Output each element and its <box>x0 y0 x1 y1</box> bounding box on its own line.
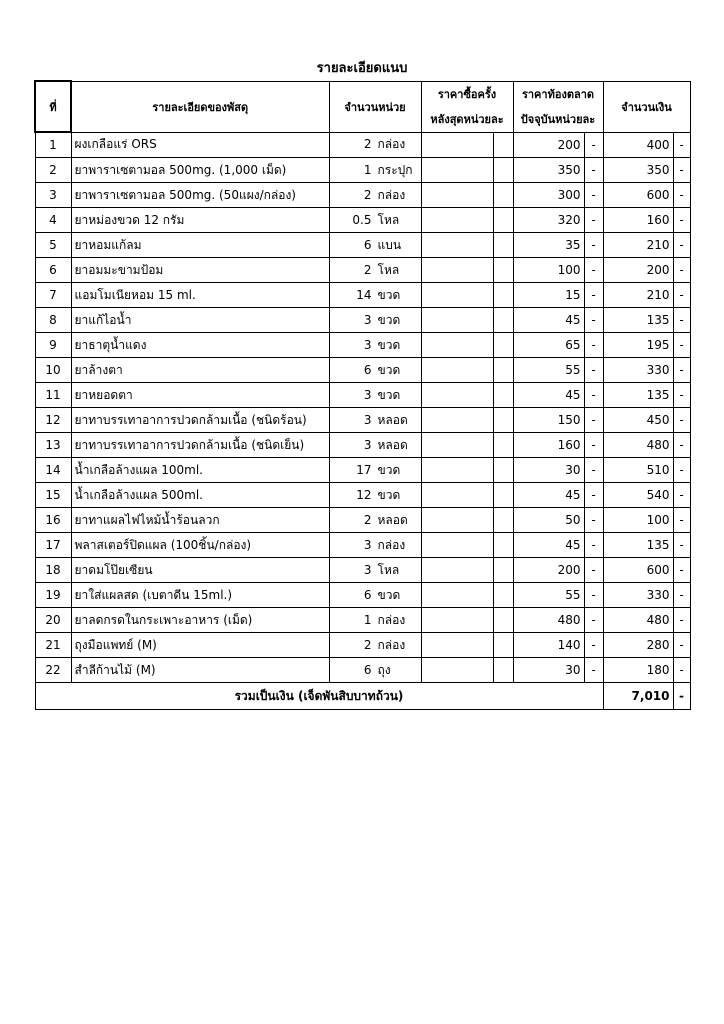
last-price-cell <box>421 258 493 283</box>
row-number: 17 <box>35 533 71 558</box>
item-description: ยาทาบรรเทาอาการปวดกล้ามเนื้อ (ชนิดร้อน) <box>71 408 329 433</box>
row-number: 3 <box>35 183 71 208</box>
item-amount-satang: - <box>673 158 690 183</box>
last-price-cell <box>421 483 493 508</box>
item-quantity: 17 <box>356 462 372 477</box>
item-unit: หลอด <box>377 412 408 427</box>
item-unit: หลอด <box>377 512 408 527</box>
row-number: 18 <box>35 558 71 583</box>
table-row <box>35 558 690 583</box>
item-description: ยาทาบรรเทาอาการปวดกล้ามเนื้อ (ชนิดเย็น) <box>71 433 329 458</box>
table-row <box>35 383 690 408</box>
item-amount-satang: - <box>673 408 690 433</box>
row-number: 1 <box>35 132 71 158</box>
last-price-satang-cell <box>493 508 513 533</box>
item-amount-satang: - <box>673 183 690 208</box>
last-price-satang-cell <box>493 458 513 483</box>
table-row <box>35 333 690 358</box>
item-unit: ขวด <box>377 287 401 302</box>
market-price-satang: - <box>584 183 603 208</box>
market-price: 300 <box>513 183 584 208</box>
row-number: 19 <box>35 583 71 608</box>
item-unit: ขวด <box>377 462 401 477</box>
item-quantity: 2 <box>363 137 372 152</box>
item-amount: 330 <box>603 583 673 608</box>
last-price-cell <box>421 233 493 258</box>
item-quantity-unit <box>329 583 421 608</box>
market-price: 480 <box>513 608 584 633</box>
item-amount-satang: - <box>673 583 690 608</box>
item-amount: 480 <box>603 608 673 633</box>
item-amount: 160 <box>603 208 673 233</box>
item-amount: 210 <box>603 233 673 258</box>
item-quantity-unit <box>329 358 421 383</box>
item-description: ยาใส่แผลสด (เบตาดีน 15ml.) <box>71 583 329 608</box>
market-price-satang: - <box>584 208 603 233</box>
item-description: ยาพาราเซตามอล 500mg. (1,000 เม็ด) <box>71 158 329 183</box>
last-price-satang-cell <box>493 132 513 158</box>
table-row <box>35 233 690 258</box>
item-amount-satang: - <box>673 333 690 358</box>
last-price-satang-cell <box>493 433 513 458</box>
item-description: น้ำเกลือล้างแผล 100ml. <box>71 458 329 483</box>
item-quantity: 2 <box>363 262 372 277</box>
item-amount: 350 <box>603 158 673 183</box>
item-quantity-unit <box>329 132 421 158</box>
table-row <box>35 533 690 558</box>
last-price-satang-cell <box>493 608 513 633</box>
item-amount: 135 <box>603 383 673 408</box>
market-price-satang: - <box>584 433 603 458</box>
row-number: 10 <box>35 358 71 383</box>
item-description: ยาอมมะขามป้อม <box>71 258 329 283</box>
market-price: 45 <box>513 533 584 558</box>
market-price: 65 <box>513 333 584 358</box>
market-price: 160 <box>513 433 584 458</box>
item-amount-satang: - <box>673 258 690 283</box>
row-number: 9 <box>35 333 71 358</box>
item-quantity-unit <box>329 433 421 458</box>
item-quantity-unit <box>329 508 421 533</box>
market-price-satang: - <box>584 408 603 433</box>
item-description: ยาหม่องขวด 12 กรัม <box>71 208 329 233</box>
header-amount: จำนวนเงิน <box>603 81 690 132</box>
header-no: ที่ <box>35 81 71 132</box>
item-unit: หลอด <box>377 437 408 452</box>
item-amount-satang: - <box>673 383 690 408</box>
last-price-satang-cell <box>493 208 513 233</box>
item-description: ยาธาตุน้ำแดง <box>71 333 329 358</box>
total-amount-satang: - <box>673 683 690 710</box>
item-quantity-unit <box>329 458 421 483</box>
item-amount-satang: - <box>673 308 690 333</box>
item-quantity: 2 <box>363 512 372 527</box>
item-unit: กล่อง <box>377 537 406 552</box>
last-price-cell <box>421 433 493 458</box>
item-unit: ขวด <box>377 312 401 327</box>
market-price-satang: - <box>584 308 603 333</box>
item-description: ยาหอมแก้ลม <box>71 233 329 258</box>
item-quantity: 2 <box>363 637 372 652</box>
last-price-cell <box>421 658 493 683</box>
item-unit: กล่อง <box>377 187 406 202</box>
item-quantity: 12 <box>356 487 372 502</box>
item-quantity-unit <box>329 158 421 183</box>
item-quantity: 1 <box>363 612 372 627</box>
market-price-satang: - <box>584 383 603 408</box>
last-price-cell <box>421 358 493 383</box>
item-quantity-unit <box>329 608 421 633</box>
item-quantity: 3 <box>363 437 372 452</box>
item-amount-satang: - <box>673 658 690 683</box>
market-price-satang: - <box>584 158 603 183</box>
last-price-satang-cell <box>493 583 513 608</box>
table-row <box>35 283 690 308</box>
item-amount: 180 <box>603 658 673 683</box>
last-price-cell <box>421 533 493 558</box>
table-row <box>35 258 690 283</box>
last-price-cell <box>421 583 493 608</box>
row-number: 5 <box>35 233 71 258</box>
item-quantity-unit <box>329 333 421 358</box>
item-description: ยาลดกรดในกระเพาะอาหาร (เม็ด) <box>71 608 329 633</box>
row-number: 8 <box>35 308 71 333</box>
item-quantity-unit <box>329 383 421 408</box>
header-market-price-line2: ปัจจุบันหน่วยละ <box>513 107 603 133</box>
item-unit: กล่อง <box>377 612 406 627</box>
item-amount: 280 <box>603 633 673 658</box>
item-quantity-unit <box>329 408 421 433</box>
item-unit: ขวด <box>377 387 401 402</box>
item-quantity: 3 <box>363 412 372 427</box>
last-price-cell <box>421 308 493 333</box>
item-amount: 210 <box>603 283 673 308</box>
market-price-satang: - <box>584 358 603 383</box>
row-number: 21 <box>35 633 71 658</box>
item-amount: 480 <box>603 433 673 458</box>
market-price: 100 <box>513 258 584 283</box>
table-row <box>35 508 690 533</box>
item-description: ยาหยอดตา <box>71 383 329 408</box>
table-row <box>35 483 690 508</box>
item-quantity: 3 <box>363 337 372 352</box>
item-unit: โหล <box>377 212 400 227</box>
item-amount-satang: - <box>673 283 690 308</box>
item-quantity-unit <box>329 258 421 283</box>
item-description: ยาแก้ไอน้ำ <box>71 308 329 333</box>
item-amount-satang: - <box>673 558 690 583</box>
total-row <box>35 683 690 710</box>
item-amount-satang: - <box>673 358 690 383</box>
item-description: สำลีก้านไม้ (M) <box>71 658 329 683</box>
item-quantity: 3 <box>363 537 372 552</box>
items-table <box>34 80 691 710</box>
item-quantity: 6 <box>363 237 372 252</box>
item-quantity-unit <box>329 208 421 233</box>
item-quantity: 1 <box>363 162 372 177</box>
table-row <box>35 583 690 608</box>
item-quantity: 6 <box>363 587 372 602</box>
market-price: 30 <box>513 458 584 483</box>
last-price-cell <box>421 283 493 308</box>
market-price-satang: - <box>584 483 603 508</box>
item-quantity: 2 <box>363 187 372 202</box>
row-number: 2 <box>35 158 71 183</box>
last-price-satang-cell <box>493 308 513 333</box>
row-number: 6 <box>35 258 71 283</box>
item-amount: 450 <box>603 408 673 433</box>
market-price-satang: - <box>584 633 603 658</box>
row-number: 15 <box>35 483 71 508</box>
last-price-cell <box>421 408 493 433</box>
market-price-satang: - <box>584 458 603 483</box>
table-row <box>35 658 690 683</box>
item-quantity-unit <box>329 233 421 258</box>
row-number: 16 <box>35 508 71 533</box>
item-quantity: 6 <box>363 362 372 377</box>
table-row <box>35 358 690 383</box>
item-amount-satang: - <box>673 608 690 633</box>
table-row <box>35 183 690 208</box>
item-amount: 100 <box>603 508 673 533</box>
last-price-cell <box>421 158 493 183</box>
item-amount: 135 <box>603 308 673 333</box>
last-price-satang-cell <box>493 658 513 683</box>
last-price-satang-cell <box>493 233 513 258</box>
last-price-cell <box>421 508 493 533</box>
header-row <box>35 81 690 107</box>
market-price-satang: - <box>584 132 603 158</box>
item-amount-satang: - <box>673 508 690 533</box>
total-label: รวมเป็นเงิน (เจ็ดพันสิบบาทถ้วน) <box>35 683 603 710</box>
item-quantity-unit <box>329 533 421 558</box>
market-price-satang: - <box>584 283 603 308</box>
item-amount-satang: - <box>673 233 690 258</box>
market-price: 45 <box>513 308 584 333</box>
item-amount-satang: - <box>673 483 690 508</box>
item-amount-satang: - <box>673 433 690 458</box>
market-price: 15 <box>513 283 584 308</box>
last-price-cell <box>421 333 493 358</box>
item-unit: กระปุก <box>377 162 413 177</box>
item-amount-satang: - <box>673 458 690 483</box>
last-price-cell <box>421 183 493 208</box>
item-amount: 600 <box>603 183 673 208</box>
item-description: ยาทาแผลไฟไหม้น้ำร้อนลวก <box>71 508 329 533</box>
row-number: 7 <box>35 283 71 308</box>
row-number: 11 <box>35 383 71 408</box>
item-description: ถุงมือแพทย์ (M) <box>71 633 329 658</box>
item-quantity-unit <box>329 658 421 683</box>
item-amount-satang: - <box>673 533 690 558</box>
item-amount: 330 <box>603 358 673 383</box>
item-quantity-unit <box>329 483 421 508</box>
header-quantity-unit: จำนวนหน่วย <box>329 81 421 132</box>
row-number: 20 <box>35 608 71 633</box>
market-price-satang: - <box>584 508 603 533</box>
item-amount: 510 <box>603 458 673 483</box>
table-row <box>35 408 690 433</box>
item-quantity: 6 <box>363 662 372 677</box>
item-description: ยาพาราเซตามอล 500mg. (50แผง/กล่อง) <box>71 183 329 208</box>
item-description: ยาล้างตา <box>71 358 329 383</box>
item-quantity: 3 <box>363 562 372 577</box>
item-amount: 540 <box>603 483 673 508</box>
market-price: 55 <box>513 358 584 383</box>
market-price: 45 <box>513 483 584 508</box>
item-description: น้ำเกลือล้างแผล 500ml. <box>71 483 329 508</box>
item-quantity: 14 <box>356 287 372 302</box>
last-price-satang-cell <box>493 483 513 508</box>
last-price-cell <box>421 458 493 483</box>
item-description: พลาสเตอร์ปิดแผล (100ชิ้น/กล่อง) <box>71 533 329 558</box>
item-amount: 400 <box>603 132 673 158</box>
market-price-satang: - <box>584 333 603 358</box>
item-amount-satang: - <box>673 208 690 233</box>
last-price-cell <box>421 132 493 158</box>
table-row <box>35 633 690 658</box>
last-price-satang-cell <box>493 533 513 558</box>
header-description: รายละเอียดของพัสดุ <box>71 81 329 132</box>
last-price-satang-cell <box>493 283 513 308</box>
item-amount-satang: - <box>673 132 690 158</box>
market-price-satang: - <box>584 533 603 558</box>
table-row <box>35 158 690 183</box>
item-unit: กล่อง <box>377 637 406 652</box>
market-price: 200 <box>513 558 584 583</box>
item-unit: โหล <box>377 262 400 277</box>
market-price: 50 <box>513 508 584 533</box>
item-unit: ขวด <box>377 362 401 377</box>
table-row <box>35 132 690 158</box>
last-price-satang-cell <box>493 183 513 208</box>
row-number: 4 <box>35 208 71 233</box>
table-row <box>35 208 690 233</box>
market-price-satang: - <box>584 558 603 583</box>
market-price-satang: - <box>584 258 603 283</box>
last-price-satang-cell <box>493 633 513 658</box>
item-amount: 200 <box>603 258 673 283</box>
item-quantity-unit <box>329 283 421 308</box>
item-quantity: 0.5 <box>352 212 372 227</box>
item-unit: ขวด <box>377 487 401 502</box>
last-price-cell <box>421 608 493 633</box>
row-number: 22 <box>35 658 71 683</box>
table-row <box>35 608 690 633</box>
last-price-satang-cell <box>493 358 513 383</box>
item-quantity: 3 <box>363 312 372 327</box>
item-unit: ถุง <box>377 662 391 677</box>
item-unit: ขวด <box>377 587 401 602</box>
item-amount: 600 <box>603 558 673 583</box>
page-title: รายละเอียดแนบ <box>316 61 408 76</box>
item-description: แอมโมเนียหอม 15 ml. <box>71 283 329 308</box>
item-quantity-unit <box>329 558 421 583</box>
item-amount: 195 <box>603 333 673 358</box>
market-price: 55 <box>513 583 584 608</box>
item-description: ผงเกลือแร่ ORS <box>71 132 329 158</box>
last-price-cell <box>421 558 493 583</box>
item-unit: ขวด <box>377 337 401 352</box>
market-price: 140 <box>513 633 584 658</box>
last-price-cell <box>421 383 493 408</box>
last-price-cell <box>421 633 493 658</box>
item-quantity-unit <box>329 633 421 658</box>
last-price-satang-cell <box>493 383 513 408</box>
table-row <box>35 308 690 333</box>
row-number: 13 <box>35 433 71 458</box>
item-unit: กล่อง <box>377 137 406 152</box>
total-amount: 7,010 <box>603 683 673 710</box>
item-unit: โหล <box>377 562 400 577</box>
item-quantity-unit <box>329 183 421 208</box>
market-price: 350 <box>513 158 584 183</box>
row-number: 14 <box>35 458 71 483</box>
last-price-satang-cell <box>493 558 513 583</box>
item-amount-satang: - <box>673 633 690 658</box>
item-amount: 135 <box>603 533 673 558</box>
market-price: 320 <box>513 208 584 233</box>
item-description: ยาดมโป๊ยเซียน <box>71 558 329 583</box>
table-row <box>35 458 690 483</box>
header-last-price-line2: หลังสุดหน่วยละ <box>421 107 513 133</box>
market-price: 45 <box>513 383 584 408</box>
table-row <box>35 433 690 458</box>
header-market-price-line1: ราคาท้องตลาด <box>513 81 603 107</box>
row-number: 12 <box>35 408 71 433</box>
last-price-satang-cell <box>493 258 513 283</box>
market-price-satang: - <box>584 658 603 683</box>
last-price-satang-cell <box>493 333 513 358</box>
last-price-satang-cell <box>493 158 513 183</box>
market-price: 35 <box>513 233 584 258</box>
market-price-satang: - <box>584 583 603 608</box>
market-price-satang: - <box>584 608 603 633</box>
market-price: 30 <box>513 658 584 683</box>
last-price-satang-cell <box>493 408 513 433</box>
item-quantity: 3 <box>363 387 372 402</box>
header-last-price-line1: ราคาซื้อครั้ง <box>421 81 513 107</box>
market-price: 150 <box>513 408 584 433</box>
market-price: 200 <box>513 132 584 158</box>
item-unit: แบน <box>377 237 402 252</box>
last-price-cell <box>421 208 493 233</box>
market-price-satang: - <box>584 233 603 258</box>
item-quantity-unit <box>329 308 421 333</box>
